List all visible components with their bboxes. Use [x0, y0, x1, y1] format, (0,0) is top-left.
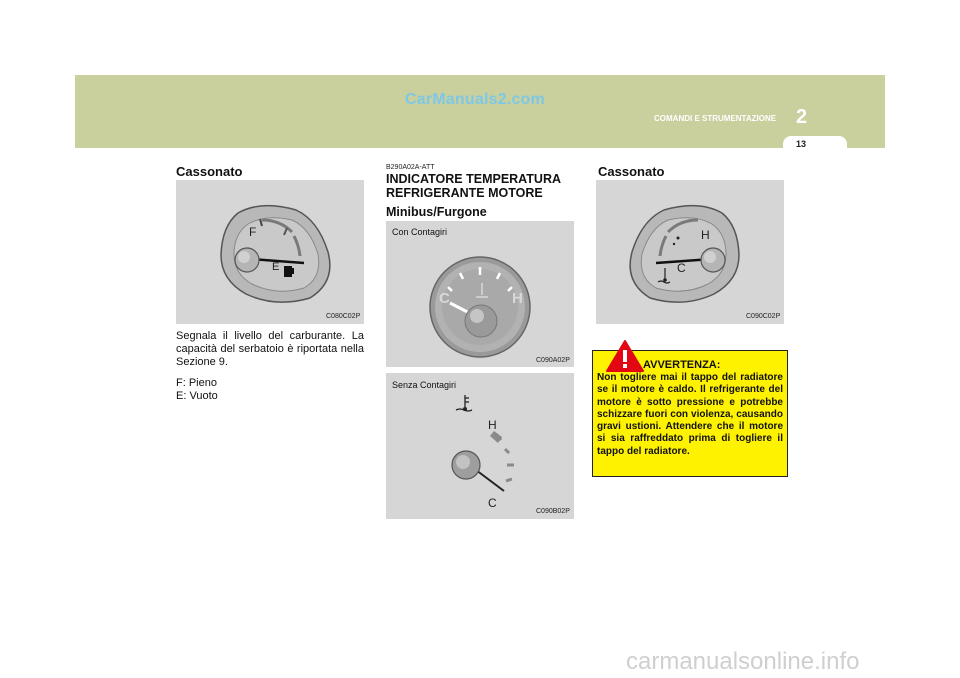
figure-code: C090A02P — [536, 357, 570, 364]
fuel-gauge-illustration — [176, 180, 364, 324]
legend-empty: E: Vuoto — [176, 390, 218, 402]
fuel-empty-label: E — [272, 261, 280, 273]
page-number: 13 — [796, 139, 807, 149]
section-code: B290A02A-ATT — [386, 164, 435, 171]
temp-gauge-arc-illustration — [386, 373, 574, 519]
header-band — [75, 75, 885, 148]
warning-text: Non togliere mai il tappo del radiatore se il motore è caldo. Il refrigerante del motore è sotto pressione e potrebbe schizzare fuori con violenza, causando gravi ustioni. Attendere che il motore si sia raffreddato prima di togliere il tappo del radiatore. — [597, 372, 783, 457]
figure-code: C080C02P — [326, 313, 361, 320]
section-title: INDICATORE TEMPERATURA REFRIGERANTE MOTORE — [386, 172, 561, 200]
chapter-title: COMANDI E STRUMENTAZIONE — [654, 114, 777, 123]
page-number-tab — [783, 136, 847, 152]
temp-gauge-tachometer-figure — [386, 221, 574, 367]
temp-cold-label: C — [488, 496, 497, 510]
fuel-description — [176, 330, 364, 403]
fuel-paragraph: Segnala il livello del carburante. La capacità del serbatoio è riportata nella Sezione 9. — [176, 330, 364, 368]
temp-gauge-no-tachometer-figure — [386, 373, 574, 519]
legend-full: F: Pieno — [176, 377, 217, 389]
temp-gauge-cassonato-illustration — [596, 180, 784, 324]
figure-code: C090B02P — [536, 508, 570, 515]
temp-hot-label: H — [512, 290, 523, 307]
footer-watermark[interactable]: carmanualsonline.info — [626, 648, 860, 675]
temp-hot-label: H — [701, 228, 710, 242]
warning-box — [592, 350, 788, 477]
warning-title: AVVERTENZA: — [643, 359, 721, 371]
figure-caption: Senza Contagiri — [392, 380, 457, 390]
figure-caption: Con Contagiri — [392, 227, 448, 237]
temp-gauge-round-illustration — [386, 221, 574, 367]
fuel-full-label: F — [249, 225, 257, 239]
temp-gauge-cassonato-figure — [596, 180, 784, 324]
left-heading: Cassonato — [176, 164, 243, 179]
fuel-gauge-figure — [176, 180, 364, 324]
temp-hot-label: H — [488, 418, 497, 432]
temp-cold-label: C — [439, 290, 450, 307]
exclamation-icon — [605, 339, 645, 373]
right-heading: Cassonato — [598, 164, 665, 179]
figure-code: C090C02P — [746, 313, 781, 320]
subheading: Minibus/Furgone — [386, 205, 487, 219]
chapter-number: 2 — [796, 106, 808, 128]
temp-cold-label: C — [677, 261, 686, 275]
site-logo[interactable]: CarManuals2.com — [405, 91, 545, 108]
